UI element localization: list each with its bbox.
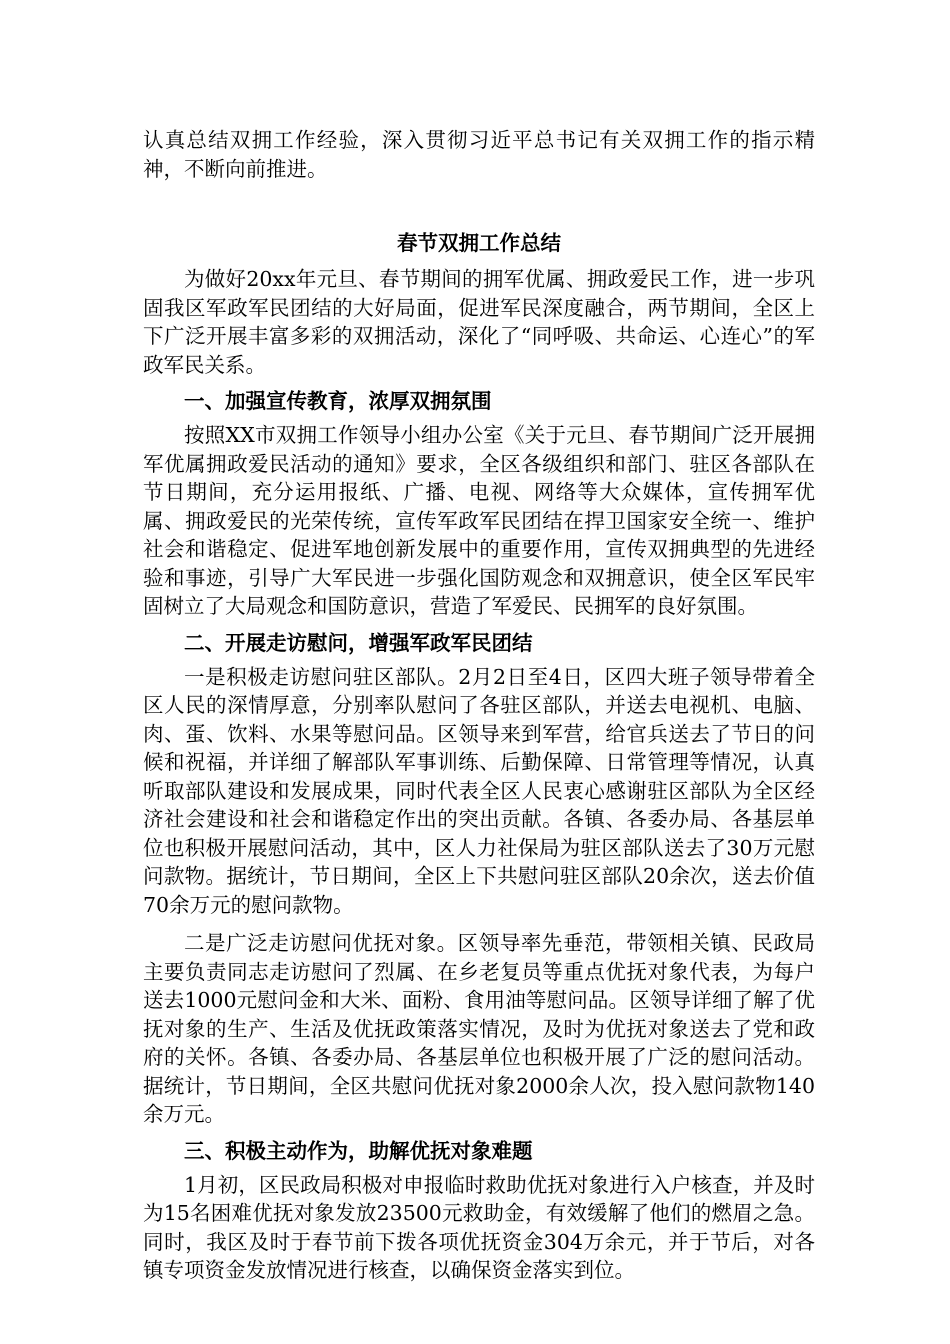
section-heading-2: 二、开展走访慰问，增强军政军民团结	[184, 630, 533, 655]
section-3-paragraph-1: 1月初，区民政局积极对申报临时救助优抚对象进行入户核查，并及时为15名困难优抚对象发放23500元救助金，有效缓解了他们的燃眉之急。同时，我区及时于春节前下拨各项优抚资金304万余元，并于节后，对各镇专项资金发放情况进行核查，以确保资金落实到位。	[143, 1172, 815, 1282]
section-heading-3: 三、积极主动作为，助解优抚对象难题	[184, 1138, 533, 1163]
section-heading-1: 一、加强宣传教育，浓厚双拥氛围	[184, 389, 492, 413]
section-2-paragraph-2: 二是广泛走访慰问优抚对象。区领导率先垂范，带领相关镇、民政局主要负责同志走访慰问了烈属、在乡老复员等重点优抚对象代表，为每户送去1000元慰问金和大米、面粉、食用油等慰问品。区领导详细了解了优抚对象的生产、生活及优抚政策落实情况，及时为优抚对象送去了党和政府的关怀。各镇、各委办局、各基层单位也积极开展了广泛的慰问活动。据统计，节日期间，全区共慰问优抚对象2000余人次，投入慰问款物140余万元。	[143, 931, 815, 1126]
intro-paragraph: 认真总结双拥工作经验，深入贯彻习近平总书记有关双拥工作的指示精神，不断向前推进。	[143, 128, 815, 181]
section-2-paragraph-1: 一是积极走访慰问驻区部队。2月2日至4日，区四大班子领导带着全区人民的深情厚意，分别率队慰问了各驻区部队，并送去电视机、电脑、肉、蛋、饮料、水果等慰问品。区领导来到军营，给官兵送去了节日的问候和祝福，并详细了解部队军事训练、后勤保障、日常管理等情况，认真听取部队建设和发展成果，同时代表全区人民衷心感谢驻区部队为全区经济社会建设和社会和谐稳定作出的突出贡献。各镇、各委办局、各基层单位也积极开展慰问活动，其中，区人力社保局为驻区部队送去了30万元慰问款物。据统计，节日期间，全区上下共慰问驻区部队20余次，送去价值70余万元的慰问款物。	[143, 664, 815, 917]
document-title: 春节双拥工作总结	[397, 231, 561, 255]
document-body	[143, 126, 815, 1285]
opening-paragraph: 为做好20xx年元旦、春节期间的拥军优属、拥政爱民工作，进一步巩固我区军政军民团结的大好局面，促进军民深度融合，两节期间，全区上下广泛开展丰富多彩的双拥活动，深化了“同呼吸、共命运、心连心”的军政军民关系。	[143, 267, 815, 377]
section-1-paragraph-1: 按照XX市双拥工作领导小组办公室《关于元旦、春节期间广泛开展拥军优属拥政爱民活动的通知》要求，全区各级组织和部门、驻区各部队在节日期间，充分运用报纸、广播、电视、网络等大众媒体，宣传拥军优属、拥政爱民的光荣传统，宣传军政军民团结在捍卫国家安全统一、维护社会和谐稳定、促进军地创新发展中的重要作用，宣传双拥典型的先进经验和事迹，引导广大军民进一步强化国防观念和双拥意识，使全区军民牢固树立了大局观念和国防意识，营造了军爱民、民拥军的良好氛围。	[143, 423, 815, 618]
